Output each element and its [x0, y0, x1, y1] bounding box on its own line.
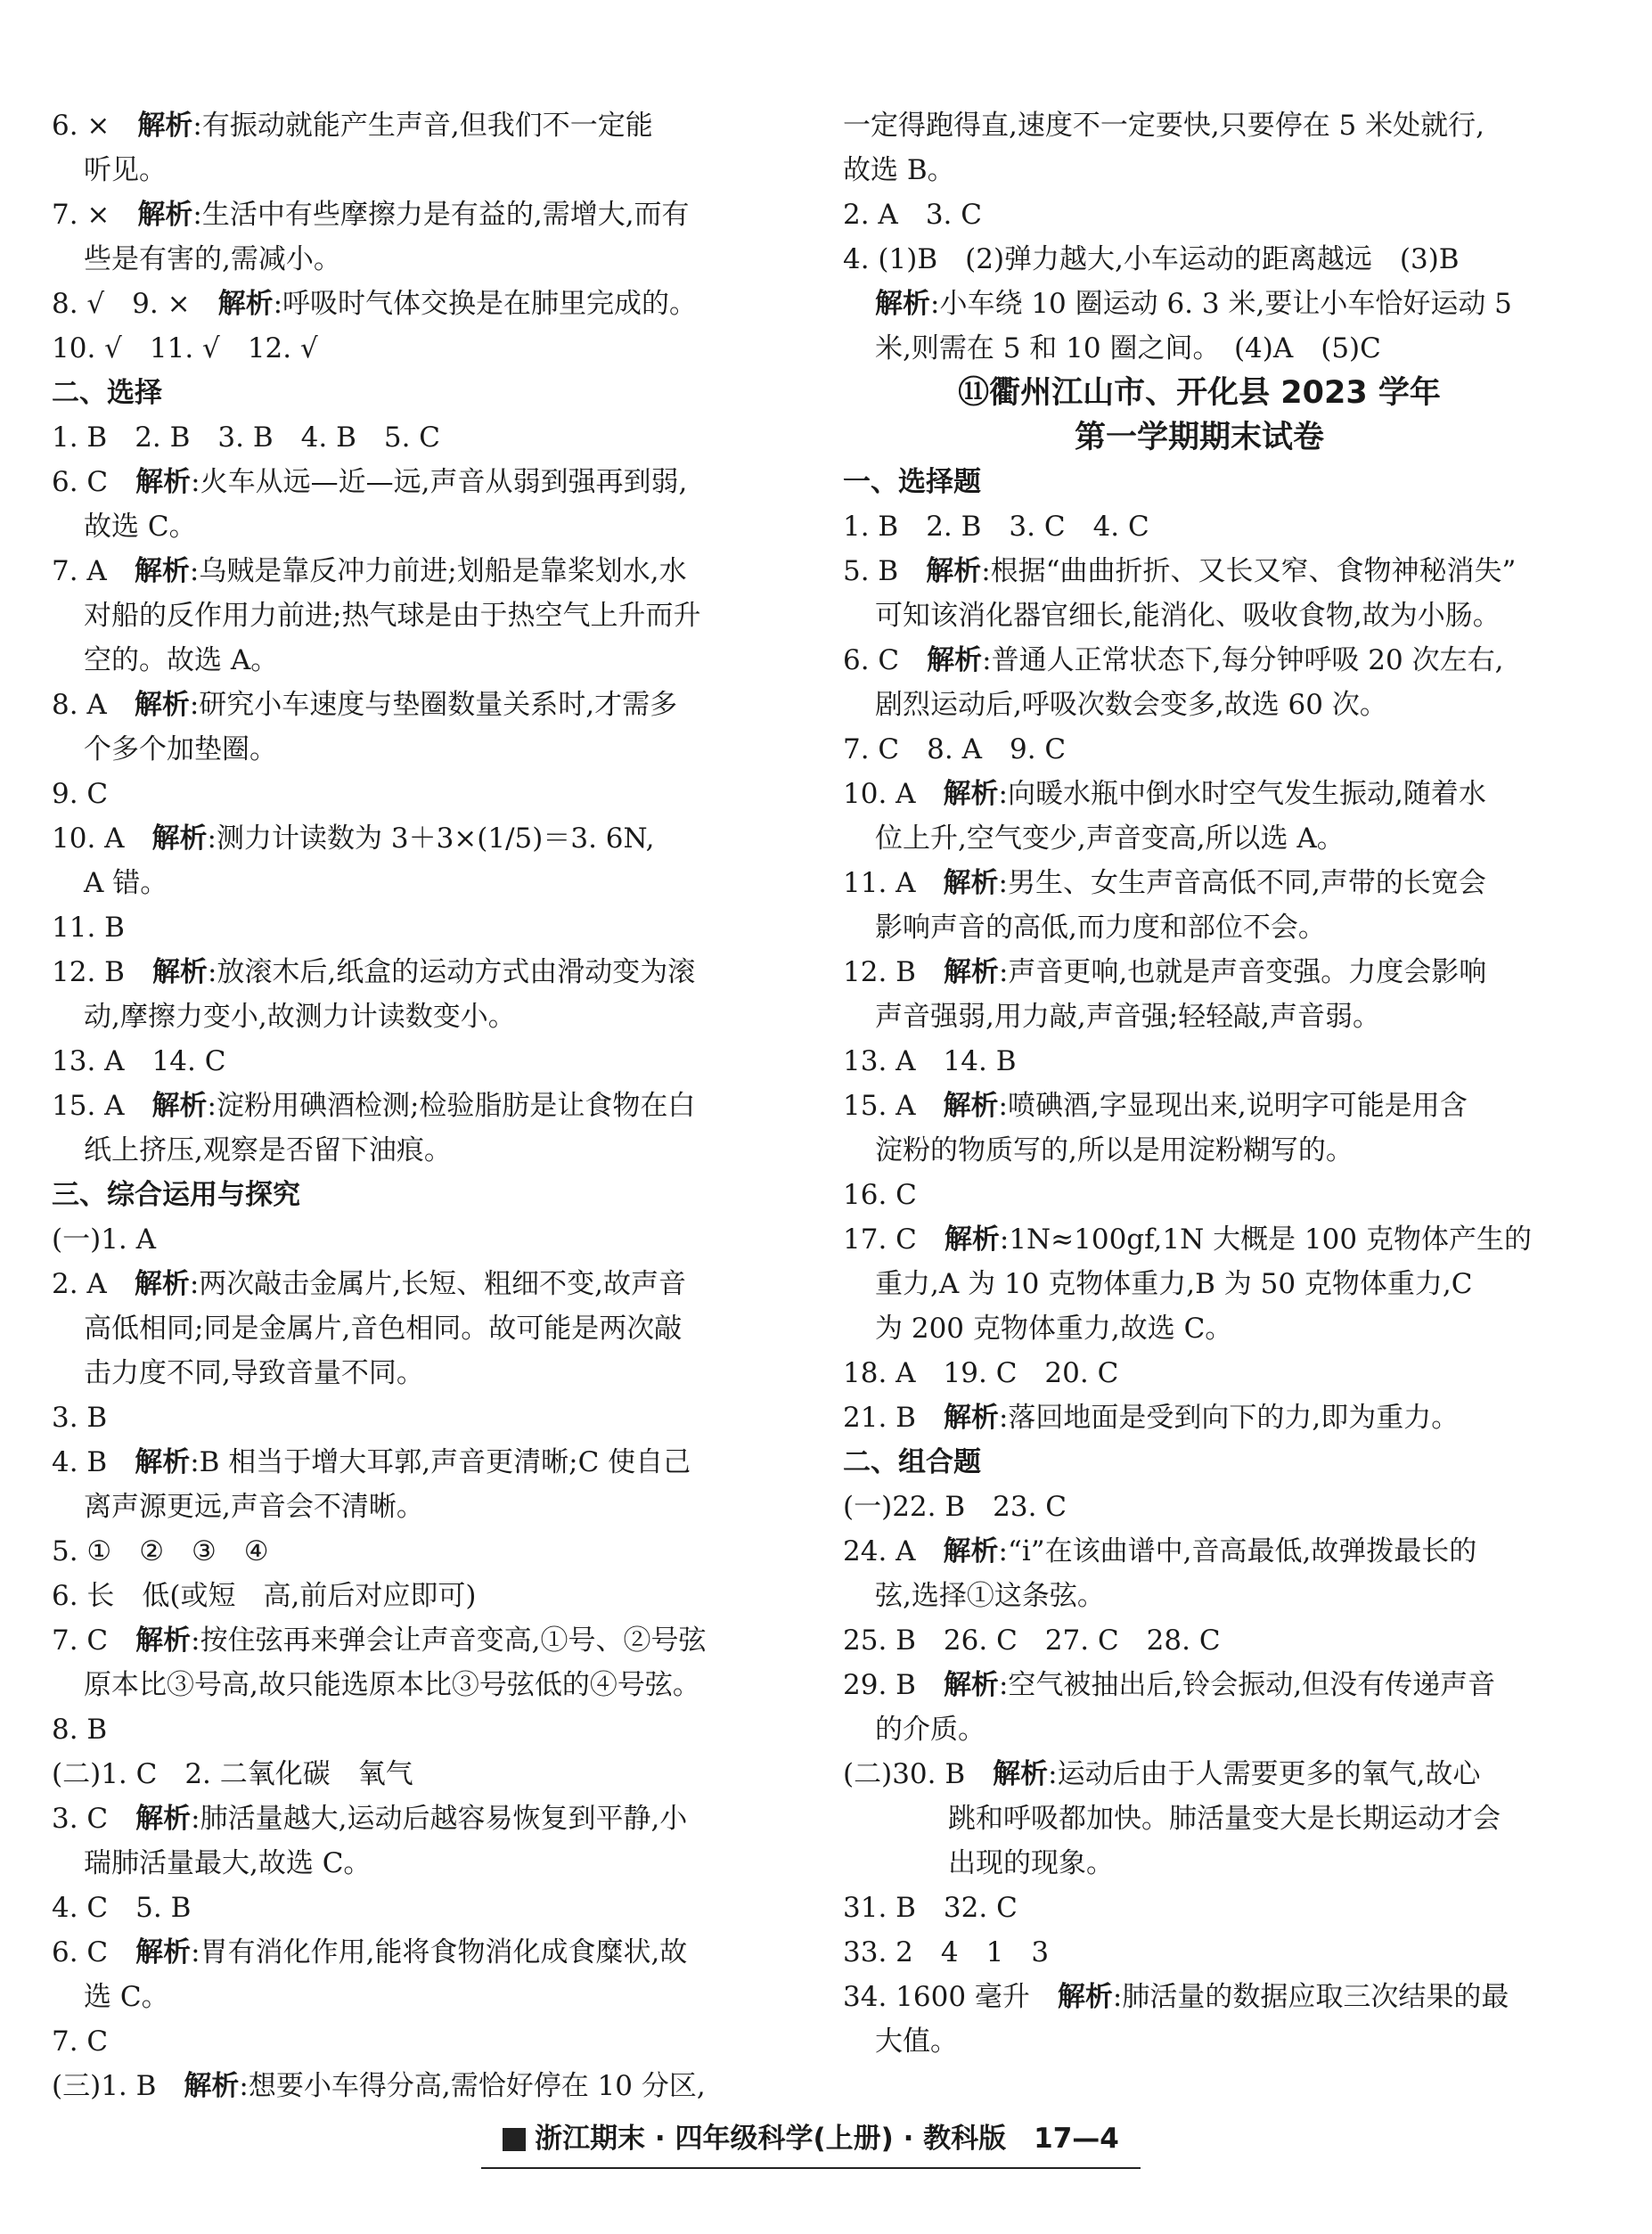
answer-number: 5. B [843, 555, 927, 587]
analysis-label: 解析 [943, 956, 999, 988]
answer-number: 21. B [843, 1402, 944, 1434]
answer-item [52, 1796, 765, 1841]
continuation-line: 离声源更远,声音会不清晰。 [84, 1491, 424, 1523]
analysis-label: 解析 [926, 555, 982, 587]
continuation-line: 动,摩擦力变小,故测力计读数变小。 [84, 1001, 516, 1033]
answer-item [52, 103, 765, 148]
page-footer [463, 2117, 1158, 2162]
continuation-line: 个多个加垫圈。 [84, 733, 277, 765]
analysis-text: :胃有消化作用,能将食物消化成食糜状,故 [191, 1936, 688, 1968]
answer-item [843, 1752, 1556, 1796]
analysis-text: :呼吸时气体交换是在肺里完成的。 [273, 288, 698, 320]
analysis-text: :测力计读数为 3＋3×(1/5)＝3. 6N, [207, 822, 655, 855]
right-column [843, 103, 1556, 2064]
continuation-line: 击力度不同,导致音量不同。 [84, 1357, 424, 1389]
continuation-line: 故选 C。 [84, 511, 197, 543]
continuation-line: 米,则需在 5 和 10 圈之间。 (4)A (5)C [875, 332, 1381, 364]
answer-line: 故选 B。 [843, 154, 955, 186]
analysis-text: :研究小车速度与垫圈数量关系时,才需多 [189, 689, 678, 721]
continuation-line: 对船的反作用力前进;热气球是由于热空气上升而升 [84, 600, 701, 632]
answer-line: 33. 2 4 1 3 [843, 1936, 1050, 1968]
answer-line: 7. C 8. A 9. C [843, 733, 1067, 765]
footer-rule [481, 2167, 1141, 2169]
continuation-line: 淀粉的物质写的,所以是用淀粉糊写的。 [875, 1134, 1353, 1166]
answer-item [843, 1217, 1556, 1262]
continuation-line: 选 C。 [84, 1981, 169, 2013]
answer-number: 8. √ 9. × [52, 288, 218, 320]
footer-square-icon [503, 2128, 526, 2151]
answer-number: 8. A [52, 689, 135, 721]
answer-line: 9. C [52, 778, 109, 810]
analysis-label: 解析 [1057, 1981, 1113, 2013]
answer-item [843, 1395, 1556, 1440]
continuation-line: 大值。 [875, 2025, 958, 2058]
answer-number: 17. C [843, 1223, 945, 1256]
analysis-text: :小车绕 10 圈运动 6. 3 米,要让小车恰好运动 5 [930, 288, 1512, 320]
analysis-text: :“i̇”在该曲谱中,音高最低,故弹拨最长的 [998, 1535, 1477, 1567]
answer-line: 13. A 14. C [52, 1045, 226, 1077]
answer-line: 4. (1)B (2)弹力越大,小车运动的距离越远 (3)B [843, 243, 1460, 275]
answer-item [52, 1440, 765, 1485]
analysis-text: :向暖水瓶中倒水时空气发生振动,随着水 [998, 778, 1486, 810]
answer-item [843, 1084, 1556, 1128]
section-heading: 二、选择 [52, 377, 162, 409]
analysis-text: :空气被抽出后,铃会振动,但没有传递声音 [998, 1669, 1496, 1701]
answer-number: 15. A [52, 1090, 152, 1122]
analysis-label: 解析 [135, 466, 192, 498]
analysis-text: :乌贼是靠反冲力前进;划船是靠桨划水,水 [189, 555, 687, 587]
exam-title: 第一学期期末试卷 [1074, 420, 1324, 455]
analysis-text: :普通人正常状态下,每分钟呼吸 20 次左右, [982, 644, 1504, 676]
left-column [52, 103, 765, 2108]
answer-item [52, 1262, 765, 1306]
continuation-line: 影响声音的高低,而力度和部位不会。 [875, 912, 1326, 944]
continuation-line: 可知该消化器官细长,能消化、吸收食物,故为小肠。 [875, 600, 1501, 632]
analysis-text: :1N≈100gf,1N 大概是 100 克物体产生的 [999, 1223, 1532, 1256]
answer-item [843, 549, 1556, 593]
answer-line: 25. B 26. C 27. C 28. C [843, 1624, 1221, 1657]
continuation-line: 出现的现象。 [948, 1847, 1114, 1879]
answer-number: 12. B [52, 956, 152, 988]
analysis-label: 解析 [135, 1446, 191, 1478]
analysis-label: 解析 [134, 689, 190, 721]
analysis-label: 解析 [137, 199, 193, 231]
answer-line: 4. C 5. B [52, 1892, 192, 1924]
answer-line: 10. √ 11. √ 12. √ [52, 332, 318, 364]
analysis-text: :火车从远—近—远,声音从弱到强再到弱, [191, 466, 688, 498]
analysis-label: 解析 [135, 1936, 192, 1968]
analysis-text: :肺活量的数据应取三次结果的最 [1112, 1981, 1509, 2013]
answer-line: 2. A 3. C [843, 199, 982, 231]
answer-number: 7. × [52, 199, 138, 231]
analysis-text: :肺活量越大,运动后越容易恢复到平静,小 [191, 1803, 688, 1835]
analysis-label: 解析 [943, 1090, 999, 1122]
answer-number: 6. C [843, 644, 928, 676]
answer-line: 11. B [52, 912, 125, 944]
analysis-text: :男生、女生声音高低不同,声带的长宽会 [998, 867, 1486, 899]
continuation-line: 弦,选择①这条弦。 [875, 1580, 1105, 1612]
answer-line: 13. A 14. B [843, 1045, 1017, 1077]
answer-item [843, 772, 1556, 816]
answer-number: 10. A [843, 778, 944, 810]
answer-number: 12. B [843, 956, 944, 988]
answer-item [843, 638, 1556, 683]
answer-item [52, 460, 765, 504]
answer-number: 24. A [843, 1535, 944, 1567]
answer-item [843, 950, 1556, 994]
analysis-text: :想要小车得分高,需恰好停在 10 分区, [239, 2070, 706, 2102]
analysis-text: :根据“曲曲折折、又长又窄、食物神秘消失” [981, 555, 1517, 587]
continuation-line: 的介质。 [875, 1714, 985, 1746]
answer-number: 11. A [843, 867, 944, 899]
answer-number: 4. B [52, 1446, 135, 1478]
continuation-line: 些是有害的,需减小。 [84, 243, 341, 275]
answer-line: (一)1. A [52, 1223, 157, 1256]
analysis-label: 解析 [137, 110, 193, 142]
answer-line: 18. A 19. C 20. C [843, 1357, 1119, 1389]
answer-line: (二)1. C 2. 二氧化碳 氧气 [52, 1758, 413, 1790]
answer-line: 8. B [52, 1714, 108, 1746]
analysis-label: 解析 [134, 1268, 190, 1300]
answer-line: 1. B 2. B 3. C 4. C [843, 511, 1149, 543]
exam-title: ⑪衢州江山市、开化县 2023 学年 [958, 375, 1441, 411]
continuation-line: A 错。 [84, 867, 168, 899]
analysis-text: :生活中有些摩擦力是有益的,需增大,而有 [192, 199, 690, 231]
analysis-text: :落回地面是受到向下的力,即为重力。 [998, 1402, 1460, 1434]
answer-number: (二)30. B [843, 1758, 994, 1790]
analysis-label: 解析 [184, 2070, 240, 2102]
answer-line: 一定得跑得直,速度不一定要快,只要停在 5 米处就行, [843, 110, 1484, 142]
analysis-label: 解析 [943, 867, 999, 899]
continuation-line: 跳和呼吸都加快。肺活量变大是长期运动才会 [948, 1803, 1501, 1835]
analysis-label: 解析 [943, 778, 999, 810]
answer-item [52, 1084, 765, 1128]
answer-number: 6. × [52, 110, 138, 142]
answer-number: 7. C [52, 1624, 136, 1657]
answer-number: 34. 1600 毫升 [843, 1981, 1058, 2013]
section-heading: 三、综合运用与探究 [52, 1179, 300, 1211]
answer-item [52, 192, 765, 237]
answer-item [52, 1618, 765, 1663]
analysis-text: :喷碘酒,字显现出来,说明字可能是用含 [998, 1090, 1468, 1122]
analysis-label: 解析 [943, 1535, 999, 1567]
answer-number: 10. A [52, 822, 152, 855]
analysis-label: 解析 [927, 644, 983, 676]
analysis-text: :淀粉用碘酒检测;检验脂肪是让食物在白 [207, 1090, 696, 1122]
analysis-text: :有振动就能产生声音,但我们不一定能 [192, 110, 653, 142]
analysis-label: 解析 [875, 288, 930, 320]
answer-number: 6. C [52, 1936, 136, 1968]
answer-number: 2. A [52, 1268, 135, 1300]
answer-item [843, 1529, 1556, 1574]
answer-item [52, 683, 765, 727]
answer-line: 31. B 32. C [843, 1892, 1018, 1924]
answer-line: 6. 长 低(或短 高,前后对应即可) [52, 1580, 477, 1612]
analysis-label: 解析 [943, 1402, 999, 1434]
answer-number: 29. B [843, 1669, 944, 1701]
continuation-line: 原本比③号高,故只能选原本比③号弦低的④号弦。 [84, 1669, 700, 1701]
analysis-label: 解析 [135, 1624, 192, 1657]
continuation-line: 为 200 克物体重力,故选 C。 [875, 1313, 1233, 1345]
answer-item [843, 282, 1556, 326]
analysis-label: 解析 [151, 822, 208, 855]
answer-line: 1. B 2. B 3. B 4. B 5. C [52, 421, 440, 454]
footer-text: 浙江期末 · 四年级科学(上册) · 教科版 17—4 [535, 2123, 1119, 2155]
answer-item [843, 1663, 1556, 1707]
continuation-line: 听见。 [84, 154, 167, 186]
continuation-line: 瑞肺活量最大,故选 C。 [84, 1847, 372, 1879]
analysis-label: 解析 [217, 288, 274, 320]
analysis-label: 解析 [993, 1758, 1049, 1790]
answer-number: 15. A [843, 1090, 944, 1122]
answer-item [843, 1975, 1556, 2019]
answer-line: 3. B [52, 1402, 108, 1434]
continuation-line: 声音强弱,用力敲,声音强;轻轻敲,声音弱。 [875, 1001, 1381, 1033]
answer-line: 5. ① ② ③ ④ [52, 1535, 269, 1567]
answer-number: (三)1. B [52, 2070, 184, 2102]
analysis-text: :放滚木后,纸盒的运动方式由滑动变为滚 [207, 956, 696, 988]
answer-item [52, 549, 765, 593]
answer-number: 6. C [52, 466, 136, 498]
analysis-label: 解析 [944, 1223, 1000, 1256]
analysis-text: :两次敲击金属片,长短、粗细不变,故声音 [189, 1268, 686, 1300]
analysis-label: 解析 [151, 956, 208, 988]
analysis-label: 解析 [135, 1803, 192, 1835]
answer-item [52, 282, 765, 326]
analysis-text: :按住弦再来弹会让声音变高,①号、②号弦 [191, 1624, 707, 1657]
continuation-line: 纸上挤压,观察是否留下油痕。 [84, 1134, 452, 1166]
continuation-line: 空的。故选 A。 [84, 644, 279, 676]
continuation-line: 剧烈运动后,呼吸次数会变多,故选 60 次。 [875, 689, 1387, 721]
answer-item [52, 816, 765, 861]
answer-item [843, 861, 1556, 905]
answer-number: 3. C [52, 1803, 136, 1835]
answer-line: 16. C [843, 1179, 917, 1211]
analysis-text: :声音更响,也就是声音变强。力度会影响 [998, 956, 1487, 988]
answer-number: 7. A [52, 555, 135, 587]
section-heading: 二、组合题 [843, 1446, 981, 1478]
analysis-text: :运动后由于人需要更多的氧气,故心 [1048, 1758, 1481, 1790]
analysis-label: 解析 [134, 555, 190, 587]
answer-item [52, 2064, 765, 2108]
analysis-text: :B 相当于增大耳郭,声音更清晰;C 使自己 [190, 1446, 691, 1478]
section-heading: 一、选择题 [843, 466, 981, 498]
answer-line: 7. C [52, 2025, 109, 2058]
continuation-line: 位上升,空气变少,声音变高,所以选 A。 [875, 822, 1345, 855]
answer-line: (一)22. B 23. C [843, 1491, 1067, 1523]
answer-item [52, 1930, 765, 1975]
answer-item [52, 950, 765, 994]
analysis-label: 解析 [943, 1669, 999, 1701]
continuation-line: 高低相同;同是金属片,音色相同。故可能是两次敲 [84, 1313, 683, 1345]
continuation-line: 重力,A 为 10 克物体重力,B 为 50 克物体重力,C [875, 1268, 1473, 1300]
analysis-label: 解析 [151, 1090, 208, 1122]
